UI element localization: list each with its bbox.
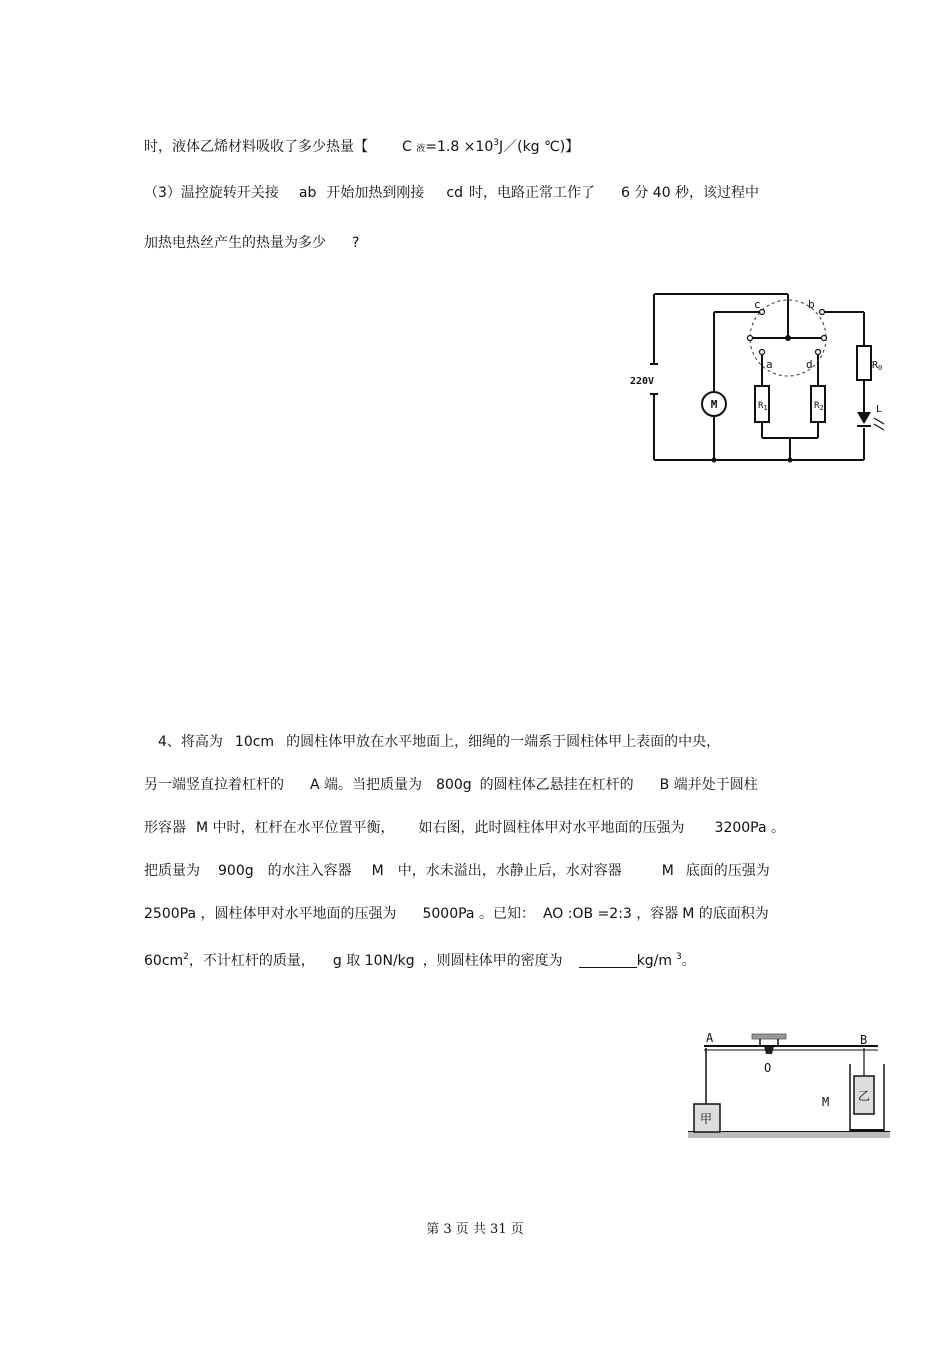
container-m-label: M	[822, 1095, 830, 1109]
text-line-3	[144, 234, 359, 252]
text-span: （3）温控旋转开关接	[144, 185, 279, 201]
text-span: J／(kg ℃)】	[498, 139, 580, 155]
text-span: 另一端竖直拉着杠杆的	[144, 777, 284, 793]
text-span: 如右图，此时圆柱体甲对水平地面的压强为	[418, 820, 685, 836]
contact-a-label: a	[766, 358, 773, 371]
text-span: cd	[446, 185, 463, 201]
text-span: 中，水未溢出，水静止后，水对容器	[397, 863, 622, 879]
text-span: M	[371, 863, 384, 879]
cylinder-yi-label: 乙	[858, 1089, 871, 1103]
p4-line-6	[144, 948, 696, 970]
r2-label: $R_2$	[814, 401, 824, 412]
p4-line-1	[158, 733, 720, 751]
page-footer: 第 3 页 共 31 页	[426, 1222, 524, 1237]
text-span: 2500Pa ，圆柱体甲对水平地面的压强为	[144, 906, 397, 922]
text-span: C	[402, 139, 412, 155]
circuit-diagram	[628, 276, 890, 466]
fulcrum-o-label: O	[764, 1061, 772, 1075]
text-span: 5000Pa 。已知：	[422, 906, 535, 922]
text-span: 时，电路正常工作了	[468, 185, 595, 201]
p4-line-4	[144, 862, 770, 880]
p4-line-5	[144, 905, 769, 923]
text-span: g 取 10N/kg	[332, 953, 415, 969]
text-line-2	[144, 184, 759, 202]
text-span: 形容器	[144, 820, 186, 836]
contact-c-label: c	[754, 298, 761, 311]
r0-label: $R_0$	[872, 360, 883, 372]
text-span: B 端并处于圆柱	[659, 777, 758, 793]
text-span: M 的底面积为	[682, 906, 769, 922]
text-span: 800g	[436, 777, 472, 793]
voltage-label: 220V	[630, 376, 655, 387]
text-span: 时，液体乙烯材料吸收了多少热量【	[144, 139, 368, 155]
point-a-label: A	[706, 1031, 714, 1045]
contact-d-label: d	[806, 358, 813, 371]
point-b-label: B	[860, 1033, 868, 1047]
subscript: 液	[416, 144, 426, 154]
text-span: ，不计杠杆的质量，	[188, 953, 315, 969]
text-span: 的水注入容器	[267, 863, 352, 879]
text-span: ab	[298, 185, 317, 201]
text-span: 把质量为	[144, 863, 200, 879]
text-span: 加热电热丝产生的热量为多少	[144, 235, 326, 251]
text-span: AO :OB =2:3 ，容器	[542, 906, 679, 922]
superscript: 2	[183, 952, 189, 962]
text-span: kg/m	[636, 953, 673, 969]
answer-blank[interactable]	[579, 953, 637, 968]
text-span: 底面的压强为	[685, 863, 770, 879]
text-span: 3200Pa 。	[714, 820, 786, 836]
motor-label: M	[710, 398, 718, 411]
cylinder-jia-label: 甲	[700, 1112, 713, 1126]
contact-b-label: b	[808, 298, 815, 311]
text-span: 的圆柱体乙悬挂在杠杆的	[479, 777, 634, 793]
text-span: 60cm	[144, 953, 184, 969]
text-span: A 端。当把质量为	[310, 777, 423, 793]
p4-line-3	[144, 819, 785, 837]
text-span: ?	[352, 235, 360, 251]
text-span: 6 分 40 秒，该过程中	[620, 185, 760, 201]
lever-diagram	[686, 1030, 892, 1142]
text-span: 开始加热到刚接	[326, 185, 425, 201]
text-span: 900g	[218, 863, 254, 879]
superscript: 3	[676, 952, 682, 962]
text-span: =1.8 ×10	[425, 139, 494, 155]
superscript: 3	[493, 138, 499, 148]
text-span: 10cm	[234, 734, 275, 750]
text-line-1	[144, 134, 579, 158]
text-span: M	[661, 863, 674, 879]
text-span: 4、将高为	[158, 734, 223, 750]
r1-label: $R_1$	[758, 401, 768, 412]
led-label: L	[876, 404, 883, 415]
p4-line-2	[144, 776, 758, 794]
text-span: M 中时，杠杆在水平位置平衡，	[196, 820, 395, 836]
text-span: ，则圆柱体甲的密度为	[422, 953, 563, 969]
text-span: 的圆柱体甲放在水平地面上，细绳的一端系于圆柱体甲上表面的中央，	[286, 734, 721, 750]
text-span: 。	[681, 953, 696, 969]
